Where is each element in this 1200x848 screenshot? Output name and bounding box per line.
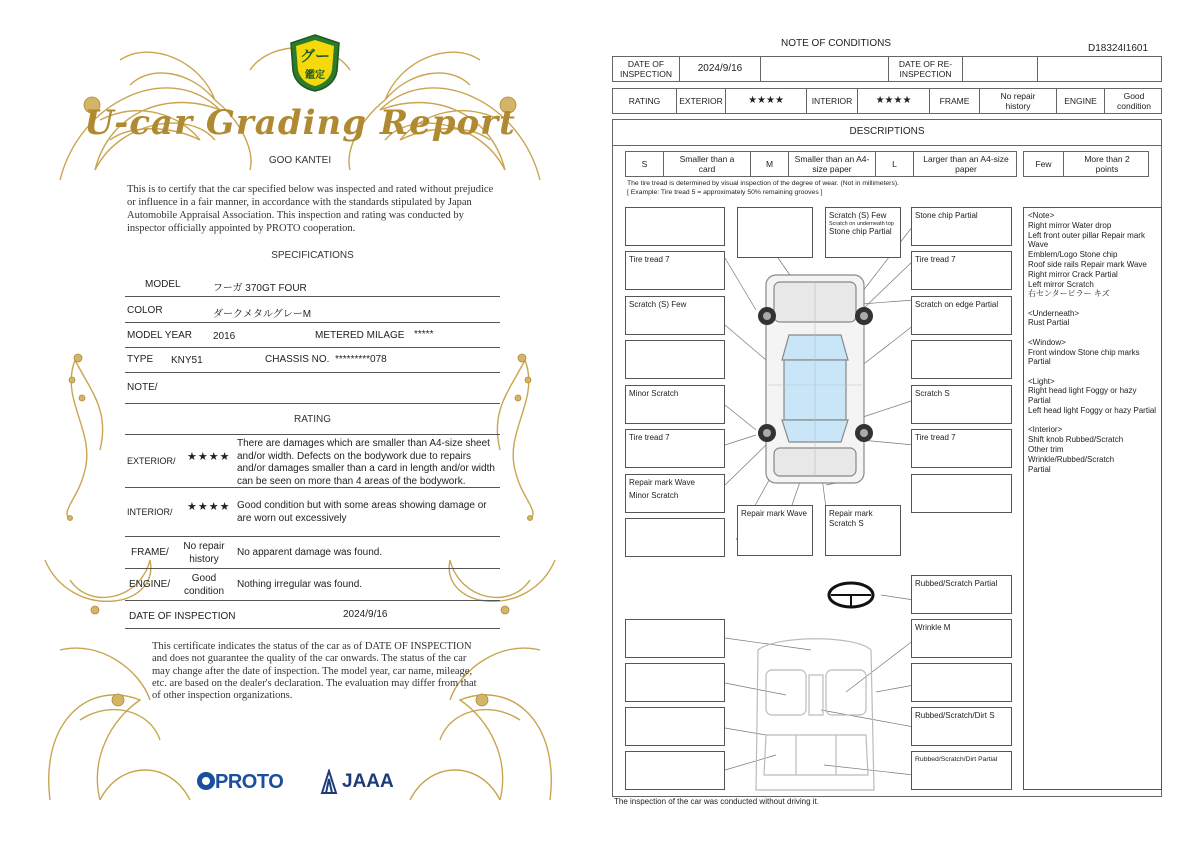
spec-row-type	[125, 348, 500, 373]
interior-box-l1	[625, 619, 725, 658]
frame-value: No repair history	[183, 541, 225, 565]
reinspection-label: DATE OF RE-INSPECTION	[889, 57, 963, 81]
note-of-conditions	[606, 0, 1200, 848]
legend-code-l: L	[876, 152, 914, 176]
frame-label: FRAME/	[131, 547, 169, 558]
descriptions-heading: DESCRIPTIONS	[612, 119, 1162, 146]
note-title: <Light>	[1028, 376, 1055, 386]
note-group-window	[1028, 338, 1157, 367]
rating-row-exterior	[125, 434, 500, 488]
interior-box-l3	[625, 707, 725, 746]
noc-footer-note: The inspection of the car was conducted without driving it.	[614, 797, 819, 806]
note-line: Front window Stone chip marks Partial	[1028, 347, 1140, 367]
engine-description: Nothing irregular was found.	[237, 579, 363, 590]
label-l6a: Repair mark Wave	[629, 478, 695, 487]
spec-row-color	[125, 297, 500, 323]
note-group-underneath	[1028, 309, 1157, 329]
date-of-inspection-value: 2024/9/16	[343, 609, 388, 620]
rating-row-interior	[125, 488, 500, 537]
car-top-view	[766, 275, 864, 483]
note-line: Roof side rails Repair mark Wave	[1028, 259, 1147, 269]
damage-box-bottom-left: Repair mark Wave	[737, 505, 813, 556]
legend-desc-m: Smaller than an A4-size paper	[789, 152, 876, 176]
damage-box-r6	[911, 474, 1012, 513]
damage-box-l2: Scratch (S) Few	[625, 296, 725, 335]
exterior-label: EXTERIOR	[677, 89, 726, 113]
note-line: Emblem/Logo Stone chip	[1028, 250, 1118, 260]
certificate-footer: This certificate indicates the status of the car as of DATE OF INSPECTION and does not guarantee the quality of the car onwards. The status of the car may change after the date of inspection. The model year, car name, mileage, etc. are based on the dealer's declaration. The evaluation may differ from that of other inspection organizations.	[152, 641, 477, 702]
interior-box-r3	[911, 663, 1012, 702]
exterior-description: There are damages which are smaller than A4-size sheet and/or width. Defects on the bodywork due to repairs and/or damages smaller than a card in length and/or width can be seen on more than 4 areas of the bodywork.	[237, 438, 495, 487]
model-year-value: 2016	[213, 331, 236, 342]
damage-box-r2: Scratch on edge Partial	[911, 296, 1012, 335]
interior-box-r2: Wrinkle M	[911, 619, 1012, 658]
document-id: D18324I1601	[1088, 43, 1149, 54]
interior-label: INTERIOR/	[127, 507, 173, 517]
note-line: Partial	[1028, 464, 1051, 474]
rating-label: RATING	[613, 89, 677, 113]
damage-box-l4: Minor Scratch	[625, 385, 725, 424]
frame-value: No repair history	[980, 89, 1057, 113]
damage-box-bottom-center	[825, 505, 901, 556]
note-line: Left head light Foggy or hazy Partial	[1028, 406, 1157, 416]
note-line: Right mirror Crack Partial	[1028, 269, 1118, 279]
chassis-label: CHASSIS NO.	[265, 354, 330, 365]
rating-row-engine	[125, 569, 500, 601]
note-title: <Note>	[1028, 211, 1055, 220]
note-group-interior	[1028, 425, 1157, 474]
mileage-value: *****	[414, 329, 434, 340]
note-group-light	[1028, 377, 1157, 416]
rating-row-frame	[125, 537, 500, 569]
type-label: TYPE	[127, 354, 154, 365]
engine-label: ENGINE/	[129, 579, 171, 590]
proto-logo-icon	[195, 770, 217, 792]
engine-value: Good condition	[183, 573, 225, 597]
spec-row-model	[125, 271, 500, 297]
notes-panel	[1023, 207, 1162, 790]
proto-logo: PROTO	[215, 771, 284, 793]
steering-wheel-icon	[829, 583, 873, 607]
legend-code-s: S	[626, 152, 664, 176]
legend-code-few: Few	[1024, 152, 1064, 176]
exterior-label: EXTERIOR/	[127, 456, 176, 466]
tire-note-line-2: [ Example: Tire tread 5 = approximately 50% remaining grooves ]	[627, 188, 823, 196]
note-line: Left front outer pillar Repair mark Wave	[1028, 230, 1145, 250]
damage-box-top-left	[737, 207, 813, 258]
color-label: COLOR	[127, 305, 163, 316]
svg-text:グー: グー	[299, 47, 331, 65]
interior-description: Good condition but with some areas showing damage or are worn out excessively	[237, 500, 487, 524]
spec-row-model-year	[125, 323, 500, 348]
date-of-inspection-value: 2024/9/16	[680, 57, 761, 81]
damage-box-l5: Tire tread 7	[625, 429, 725, 468]
legend-desc-l: Larger than an A4-size paper	[923, 154, 1009, 174]
note-title: <Interior>	[1028, 425, 1063, 435]
engine-value: Good condition	[1116, 91, 1152, 111]
damage-box-r5: Tire tread 7	[911, 429, 1012, 468]
rating-row-date	[125, 601, 500, 629]
spec-row-note	[125, 373, 500, 404]
color-value: ダークメタルグレーM	[213, 309, 312, 320]
damage-box-l1: Tire tread 7	[625, 251, 725, 290]
legend-desc-s: Smaller than a card	[664, 152, 751, 176]
interior-box-r4: Rubbed/Scratch/Dirt S	[911, 707, 1012, 746]
model-label: MODEL	[145, 279, 181, 290]
jaaa-logo-icon	[318, 769, 340, 795]
label-top-a: Scratch (S) Few	[829, 211, 887, 220]
note-line: Other trim	[1028, 444, 1064, 454]
interior-box-l2	[625, 663, 725, 702]
type-value: KNY51	[171, 355, 203, 366]
interior-box-r5: Rubbed/Scratch/Dirt Partial	[911, 751, 1012, 790]
legend-code-m: M	[751, 152, 789, 176]
note-title: <Window>	[1028, 337, 1066, 347]
engine-label: ENGINE	[1057, 89, 1105, 113]
label-b2a: Repair mark	[829, 509, 873, 518]
specifications-heading: SPECIFICATIONS	[271, 250, 354, 261]
note-line: Left mirror Scratch	[1028, 279, 1094, 289]
damage-box-top-right: Stone chip Partial	[911, 207, 1012, 246]
label-l6b: Minor Scratch	[629, 491, 679, 500]
date-of-inspection-label: DATE OF INSPECTION	[613, 57, 680, 81]
model-year-label: MODEL YEAR	[127, 330, 193, 341]
interior-box-l4	[625, 751, 725, 790]
svg-text:鑑定: 鑑定	[305, 70, 325, 81]
note-line: Wrinkle/Rubbed/Scratch	[1028, 454, 1115, 464]
damage-box-l0	[625, 207, 725, 246]
chassis-value: *********078	[335, 354, 387, 365]
exterior-stars: ★★★★	[726, 89, 807, 113]
label-top-a2: Stone chip Partial	[829, 227, 892, 236]
damage-box-l3	[625, 340, 725, 379]
frame-description: No apparent damage was found.	[237, 547, 383, 558]
goo-kantei-badge-icon	[287, 33, 343, 93]
note-line: Right head light Foggy or hazy Partial	[1028, 386, 1137, 406]
certificate-intro: This is to certify that the car specified below was inspected and rated without prejudice or influence in a fair manner, in accordance with the standards stipulated by Japan Automobile Appraisal Association. This inspection and rating was conducted by inspector officially appointed by PROTO cooperation.	[127, 184, 494, 234]
damage-box-top-center	[825, 207, 901, 258]
damage-box-l6	[625, 474, 725, 513]
damage-box-r1: Tire tread 7	[911, 251, 1012, 290]
legend-desc-few: More than 2 points	[1084, 154, 1130, 174]
note-title: <Underneath>	[1028, 308, 1080, 318]
note-label: NOTE/	[127, 382, 158, 393]
damage-box-r3	[911, 340, 1012, 379]
interior-stars: ★★★★	[858, 89, 930, 113]
note-line: 右センターピラー キズ	[1028, 289, 1110, 299]
tire-note-line-1: The tire tread is determined by visual inspection of the degree of wear. (Not in millimeters).	[627, 180, 899, 187]
date-of-inspection-label: DATE OF INSPECTION	[129, 611, 236, 622]
label-top-a-tiny: Scratch on underneath top	[829, 221, 894, 227]
interior-stars: ★★★★	[187, 501, 231, 513]
note-line: Right mirror Water drop	[1028, 220, 1112, 230]
model-value: フーガ 370GT FOUR	[213, 283, 307, 294]
interior-box-r1: Rubbed/Scratch Partial	[911, 575, 1012, 614]
frame-label: FRAME	[930, 89, 980, 113]
note-line: Rust Partial	[1028, 318, 1070, 328]
note-line: Shift knob Rubbed/Scratch	[1028, 435, 1124, 445]
damage-box-l7	[625, 518, 725, 557]
noc-title: NOTE OF CONDITIONS	[781, 38, 891, 49]
certificate-title: U-car Grading Report	[84, 103, 516, 143]
certificate-subtitle: GOO KANTEI	[268, 155, 332, 166]
exterior-stars: ★★★★	[187, 451, 231, 463]
car-interior-view	[756, 639, 874, 790]
damage-box-r4: Scratch S	[911, 385, 1012, 424]
label-b2b: Scratch S	[829, 519, 864, 528]
jaaa-logo: JAAA	[342, 771, 394, 792]
rating-heading: RATING	[293, 414, 332, 425]
interior-label: INTERIOR	[807, 89, 858, 113]
note-group-note	[1028, 211, 1157, 299]
mileage-label: METERED MILAGE	[315, 330, 405, 341]
